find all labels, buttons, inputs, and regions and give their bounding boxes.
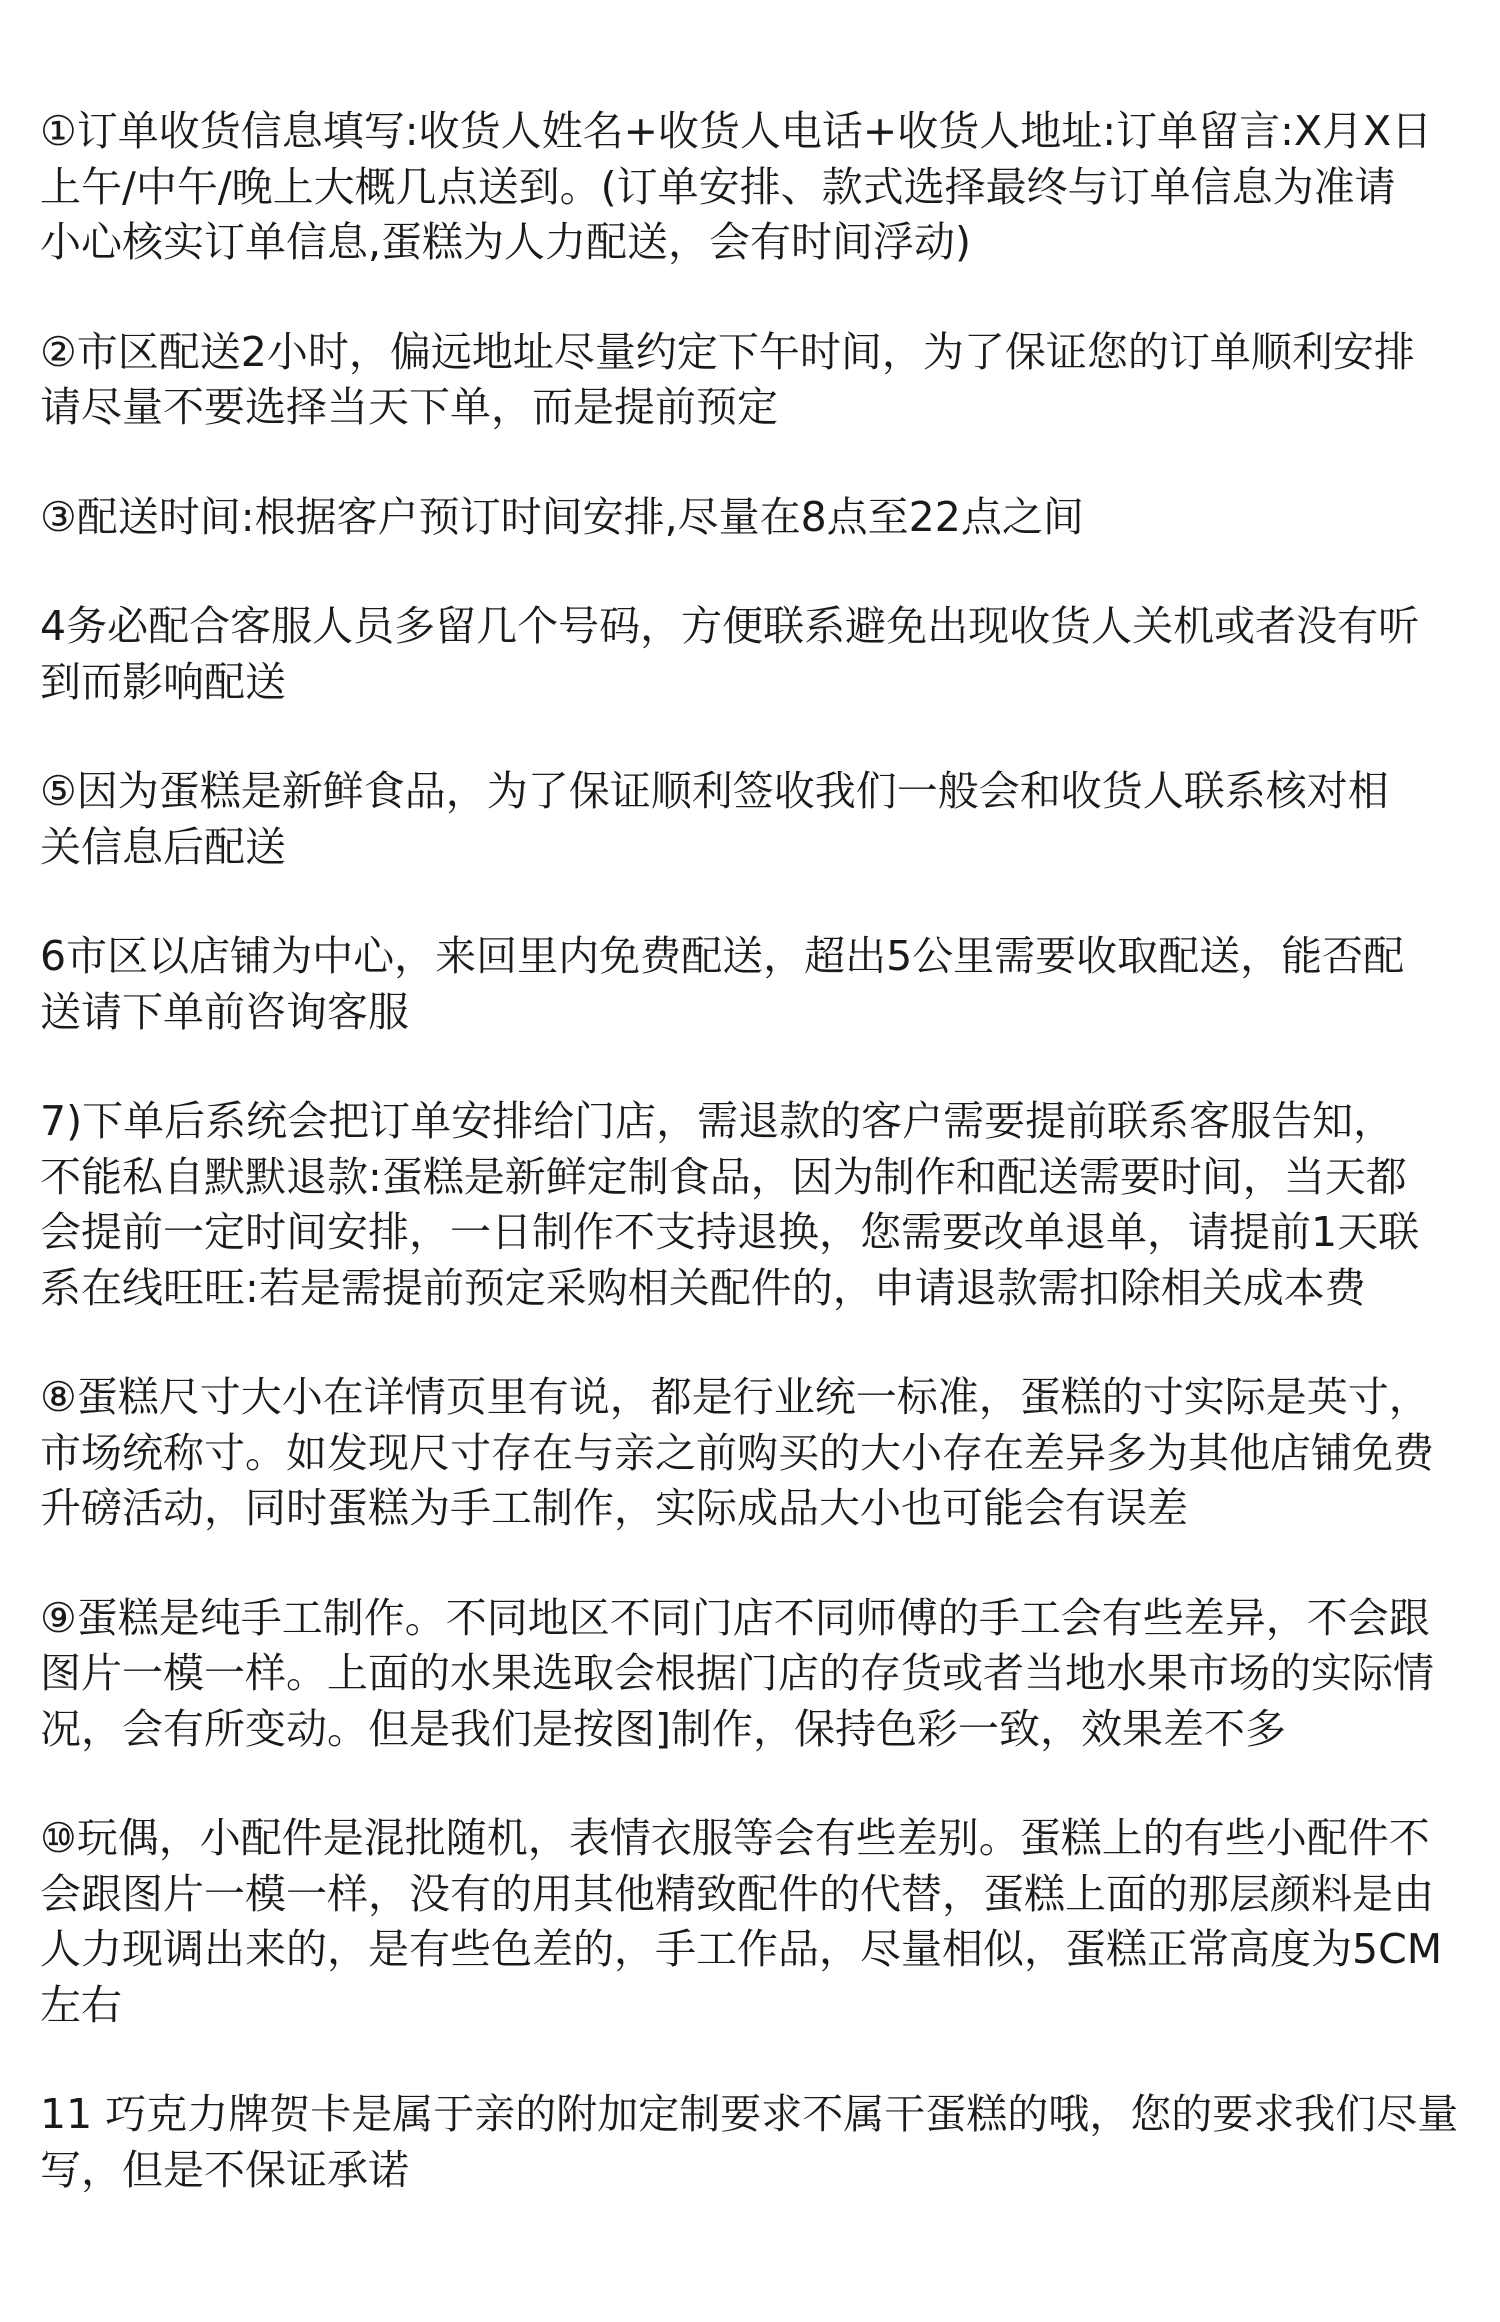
notice-item-10	[40, 1811, 1470, 2033]
notice-item-3	[40, 490, 1470, 546]
notice-item-9	[40, 1591, 1470, 1758]
notice-line: 6市区以店铺为中心，来回里内免费配送，超出5公里需要收取配送，能否配	[40, 932, 1405, 980]
notice-item-7	[40, 1094, 1470, 1316]
notice-line: 会跟图片一模一样，没有的用其他精致配件的代替，蛋糕上面的那层颜料是由	[40, 1869, 1434, 1918]
notice-item-2	[40, 325, 1470, 436]
notice-line: 请尽量不要选择当天下单，而是提前预定	[40, 383, 778, 431]
notice-line: 4务必配合客服人员多留几个号码，方便联系避免出现收货人关机或者没有听	[40, 602, 1420, 650]
notice-line: ⑨蛋糕是纯手工制作。不同地区不同门店不同师傅的手工会有些差异，不会跟	[40, 1593, 1430, 1642]
notice-item-1	[40, 104, 1470, 271]
notice-line: ⑤因为蛋糕是新鲜食品，为了保证顺利签收我们一般会和收货人联系核对相	[40, 767, 1389, 815]
notice-line: 上午/中午/晚上大概几点送到。(订单安排、款式选择最终与订单信息为准请	[40, 162, 1396, 211]
notice-line: 不能私自默默退款:蛋糕是新鲜定制食品，因为制作和配送需要时间，当天都	[40, 1152, 1407, 1201]
notice-line: 送请下单前咨询客服	[40, 987, 409, 1036]
notice-item-4	[40, 599, 1470, 710]
notice-line: 到而影响配送	[40, 657, 286, 706]
notice-line: 关信息后配送	[40, 822, 286, 871]
notice-item-5	[40, 764, 1470, 875]
notice-line: 写，但是不保证承诺	[40, 2145, 409, 2194]
notice-line: 市场统称寸。如发现尺寸存在与亲之前购买的大小存在差异多为其他店铺免费	[40, 1428, 1434, 1477]
notice-line: 会提前一定时间安排，一日制作不支持退换，您需要改单退单，请提前1天联	[40, 1208, 1420, 1256]
notice-line: ①订单收货信息填写:收货人姓名+收货人电话+收货人地址:订单留言:X月X日	[40, 107, 1433, 155]
notice-line: ⑩玩偶，小配件是混批随机，表情衣服等会有些差别。蛋糕上的有些小配件不	[40, 1814, 1430, 1862]
notice-list	[40, 104, 1470, 2252]
notice-line: ②市区配送2小时，偏远地址尽量约定下午时间，为了保证您的订单顺利安排	[40, 327, 1415, 376]
notice-item-11	[40, 2087, 1470, 2198]
notice-line: 况，会有所变动。但是我们是按图]制作，保持色彩一致，效果差不多	[40, 1704, 1286, 1753]
notice-line: 升磅活动，同时蛋糕为手工制作，实际成品大小也可能会有误差	[40, 1484, 1188, 1532]
notice-line: 11 巧克力牌贺卡是属于亲的附加定制要求不属干蛋糕的哦，您的要求我们尽量	[40, 2090, 1459, 2138]
notice-line: ⑧蛋糕尺寸大小在详情页里有说，都是行业统一标准，蛋糕的寸实际是英寸，	[40, 1373, 1430, 1421]
notice-line: ③配送时间:根据客户预订时间安排,尽量在8点至22点之间	[40, 492, 1084, 541]
notice-line: 图片一模一样。上面的水果选取会根据门店的存货或者当地水果市场的实际情	[40, 1649, 1434, 1697]
notice-line: 系在线旺旺:若是需提前预定采购相关配件的，申请退款需扣除相关成本费	[40, 1263, 1366, 1312]
notice-line: 7)下单后系统会把订单安排给门店，需退款的客户需要提前联系客服告知，	[40, 1097, 1395, 1145]
notice-line: 小心核实订单信息,蛋糕为人力配送，会有时间浮动)	[40, 218, 972, 266]
notice-item-6	[40, 929, 1470, 1040]
notice-item-8	[40, 1370, 1470, 1537]
notice-line: 左右	[40, 1980, 122, 2029]
notice-line: 人力现调出来的，是有些色差的，手工作品，尽量相似，蛋糕正常高度为5CM	[40, 1925, 1443, 1973]
